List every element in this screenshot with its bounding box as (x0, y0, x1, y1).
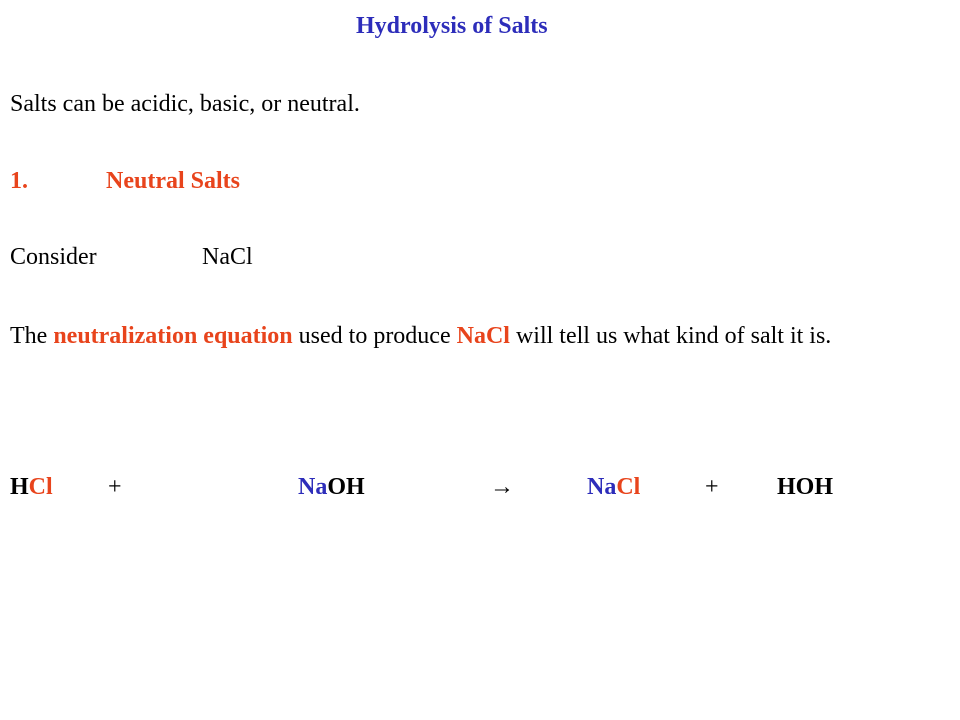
equation-plus-2: + (705, 474, 719, 500)
paragraph-text-1: The (10, 323, 54, 349)
nacl-na: Na (587, 474, 617, 500)
naoh-oh: OH (327, 474, 365, 500)
consider-formula: NaCl (202, 244, 253, 270)
section-heading: Neutral Salts (106, 168, 240, 194)
equation-hoh: HOH (777, 474, 834, 500)
equation-nacl (587, 472, 640, 502)
paragraph-text-3: will tell us what kind of salt it is. (509, 323, 832, 349)
equation-hcl (10, 472, 53, 502)
consider-label: Consider (10, 244, 97, 270)
hcl-cl: Cl (28, 474, 53, 500)
equation-plus-1: + (108, 474, 122, 500)
slide-title: Hydrolysis of Salts (356, 13, 548, 39)
neutralization-equation-highlight: neutralization equation (53, 323, 293, 349)
hcl-h: H (10, 474, 29, 500)
equation-arrow: → (490, 474, 514, 500)
equation-naoh (298, 472, 365, 502)
nacl-highlight: NaCl (456, 323, 510, 349)
naoh-na: Na (298, 474, 328, 500)
paragraph-text-2: used to produce (292, 323, 457, 349)
nacl-cl: Cl (616, 474, 641, 500)
section-number: 1. (10, 168, 28, 194)
explanation-paragraph (10, 319, 910, 353)
intro-text: Salts can be acidic, basic, or neutral. (10, 91, 360, 117)
